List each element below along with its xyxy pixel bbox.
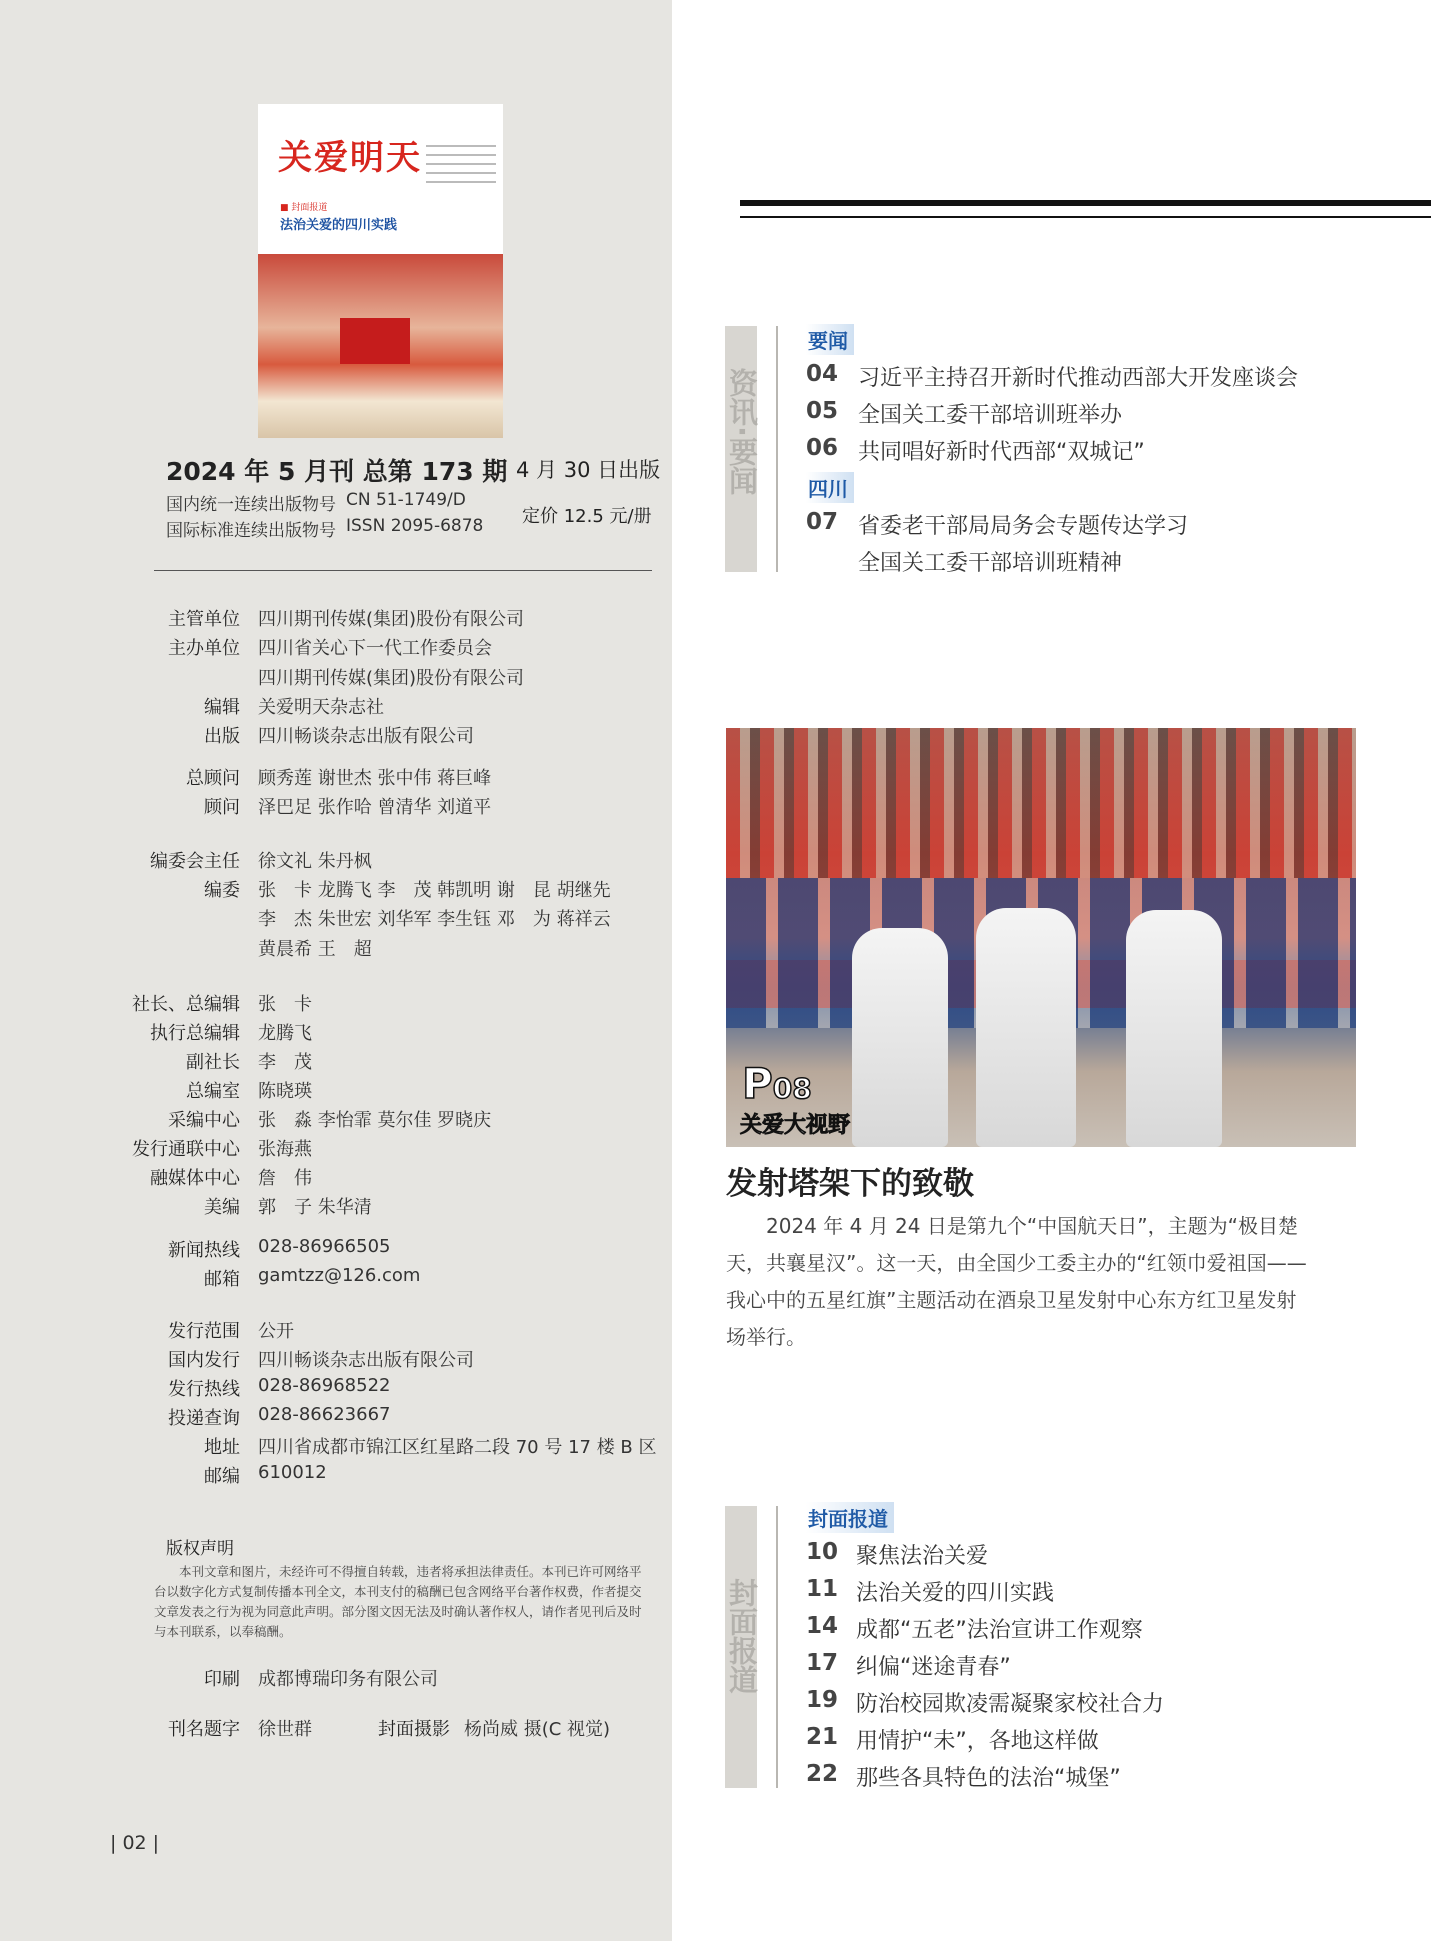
- page-tag: [742, 1059, 812, 1111]
- credit-value: 徐文礼 朱丹枫: [258, 851, 372, 872]
- credit-label: 总编室: [186, 1081, 240, 1102]
- credit-value: 徐世群: [258, 1719, 312, 1740]
- toc-group-title[interactable]: 封面报道: [806, 1502, 894, 1533]
- toc-item[interactable]: 习近平主持召开新时代推动西部大开发座谈会: [858, 366, 1299, 391]
- credit-value: 四川畅谈杂志出版有限公司: [258, 726, 474, 747]
- toc-item[interactable]: 法治关爱的四川实践: [856, 1581, 1055, 1606]
- toc-item[interactable]: 聚焦法治关爱: [856, 1544, 989, 1569]
- toc-item[interactable]: 省委老干部局局务会专题传达学习: [858, 514, 1189, 539]
- issue-number: 2024 年 5 月刊 总第 173 期: [166, 457, 508, 486]
- toc-group-title[interactable]: 四川: [806, 472, 854, 503]
- credit-value: 张 淼 李怡霏 莫尔佳 罗晓庆: [258, 1110, 492, 1131]
- credit-label: 刊名题字: [168, 1719, 240, 1740]
- credit-label: 美编: [204, 1197, 240, 1218]
- credit-label: 副社长: [186, 1052, 240, 1073]
- cover-tag: ■ 封面报道: [280, 203, 328, 213]
- credit-label: 出版: [204, 726, 240, 747]
- toc-group-title[interactable]: 要闻: [806, 324, 854, 355]
- crowd-image: [726, 728, 1356, 878]
- credit-value: 李 杰 朱世宏 刘华军 李生钰 邓 为 蒋祥云: [258, 909, 611, 930]
- toc-page-number: 06: [806, 435, 839, 461]
- credit-value: 张 卡 龙腾飞 李 茂 韩凯明 谢 昆 胡继先: [258, 880, 611, 901]
- toc-page-number: 22: [806, 1761, 839, 1787]
- credit-value: 成都博瑞印务有限公司: [258, 1669, 438, 1690]
- header-rule-thin: [740, 216, 1431, 218]
- credit-value: 詹 伟: [258, 1168, 312, 1189]
- toc-item[interactable]: 用情护“未”，各地这样做: [856, 1729, 1099, 1754]
- credit-value: 顾秀莲 谢世杰 张中伟 蒋巨峰: [258, 768, 492, 789]
- credit-label: 编辑: [204, 697, 240, 718]
- credit-label: 社长、总编辑: [132, 994, 240, 1015]
- credit-value: 李 茂: [258, 1052, 312, 1073]
- issn-value: ISSN 2095-6878: [346, 516, 484, 536]
- header-rule-thick: [740, 200, 1431, 206]
- credit-label: 发行范围: [168, 1321, 240, 1342]
- credit-label: 顾问: [204, 797, 240, 818]
- toc-item[interactable]: 纠偏“迷途青春”: [856, 1655, 1011, 1680]
- credit-label: 国内发行: [168, 1350, 240, 1371]
- toc-page-number: 10: [806, 1539, 839, 1565]
- toc-page-number: 14: [806, 1613, 839, 1639]
- toc-page-number: 21: [806, 1724, 839, 1750]
- feature-column-caption: 关爱大视野: [740, 1113, 851, 1138]
- credit-label: 印刷: [204, 1669, 240, 1690]
- credit-label: 投递查询: [168, 1408, 240, 1429]
- credit-value: 陈晓瑛: [258, 1081, 312, 1102]
- toc-item[interactable]: 共同唱好新时代西部“双城记”: [858, 440, 1145, 465]
- credit-label: 编委会主任: [150, 851, 240, 872]
- credit-label: 融媒体中心: [150, 1168, 240, 1189]
- toc-item[interactable]: 防治校园欺凌需凝聚家校社合力: [856, 1692, 1165, 1717]
- credit-label: 采编中心: [168, 1110, 240, 1131]
- toc-section-side-label: [725, 368, 757, 502]
- credit-label: 地址: [204, 1437, 240, 1458]
- divider: [154, 570, 652, 571]
- credit-value: 028-86623667: [258, 1404, 391, 1425]
- credit-label: 发行通联中心: [132, 1139, 240, 1160]
- toc-vertical-rule: [776, 326, 778, 572]
- publish-date: 4 月 30 日出版: [516, 458, 661, 482]
- credit-value: 龙腾飞: [258, 1023, 312, 1044]
- credit-value: 泽巴足 张作哈 曾清华 刘道平: [258, 797, 492, 818]
- cn-value: CN 51-1749/D: [346, 490, 466, 510]
- credit-label: 主管单位: [168, 609, 240, 630]
- credit-value: 四川期刊传媒(集团)股份有限公司: [258, 609, 525, 630]
- toc-item[interactable]: 成都“五老”法治宣讲工作观察: [856, 1618, 1143, 1643]
- feature-photo[interactable]: [726, 728, 1356, 1147]
- copyright-title: 版权声明: [166, 1539, 234, 1559]
- cover-masthead: 关爱明天: [278, 138, 422, 178]
- toc-page-number: 04: [806, 361, 839, 387]
- page-tag-letter: P: [742, 1059, 773, 1108]
- cover-contents-lines: [426, 138, 496, 208]
- masthead-panel: [0, 0, 672, 1941]
- side-label-text: 封面报道: [725, 1578, 759, 1694]
- toc-section-side-label: [725, 1578, 757, 1701]
- astronaut-image: [1126, 910, 1222, 1147]
- toc-page-number: 17: [806, 1650, 839, 1676]
- toc-page-number: 19: [806, 1687, 839, 1713]
- page-tag-number: 08: [772, 1072, 812, 1105]
- toc-page-number: 07: [806, 509, 839, 535]
- credit-value: 张海燕: [258, 1139, 312, 1160]
- page-number: | 02 |: [110, 1832, 160, 1854]
- price: 定价 12.5 元/册: [522, 506, 652, 527]
- cover-headline: 法治关爱的四川实践: [280, 218, 398, 233]
- toc-item[interactable]: 全国关工委干部培训班精神: [858, 551, 1123, 576]
- cover-photo-credit: 杨尚威 摄(C 视觉): [464, 1719, 611, 1740]
- email-value[interactable]: gamtzz@126.com: [258, 1265, 421, 1286]
- feature-title[interactable]: 发射塔架下的致敬: [726, 1166, 974, 1202]
- credit-label: 编委: [204, 880, 240, 901]
- credit-value: 郭 子 朱华清: [258, 1197, 372, 1218]
- toc-page-number: 05: [806, 398, 839, 424]
- credit-value: 张 卡: [258, 994, 312, 1015]
- cn-label: 国内统一连续出版物号: [166, 495, 336, 515]
- credit-value: 028-86968522: [258, 1375, 391, 1396]
- cover-photo-label: 封面摄影: [378, 1719, 450, 1740]
- credit-value: 公开: [258, 1321, 294, 1342]
- credit-value: 四川期刊传媒(集团)股份有限公司: [258, 668, 525, 689]
- copyright-text: 本刊文章和图片，未经许可不得擅自转载，违者将承担法律责任。本刊已许可网络平台以数字化方式复制传播本刊全文，本刊支付的稿酬已包含网络平台著作权费，作者提交文章发表之行为视为同意此声明。部分图文因无法及时确认著作权人，请作者见刊后及时与本刊联系，以奉稿酬。: [154, 1564, 642, 1639]
- credit-label: 邮编: [204, 1466, 240, 1487]
- credit-value: 四川省关心下一代工作委员会: [258, 638, 492, 659]
- credit-value: 关爱明天杂志社: [258, 697, 384, 718]
- toc-vertical-rule: [776, 1506, 778, 1788]
- astronaut-image: [852, 928, 948, 1147]
- credit-value: 四川畅谈杂志出版有限公司: [258, 1350, 474, 1371]
- credit-label: 新闻热线: [168, 1240, 240, 1261]
- cover-book-image: [340, 318, 410, 364]
- address-value: 四川省成都市锦江区红星路二段 70 号 17 楼 B 区: [258, 1437, 657, 1458]
- hotline-value: 028-86966505: [258, 1236, 391, 1257]
- credit-label: 执行总编辑: [150, 1023, 240, 1044]
- toc-page-number: 11: [806, 1576, 839, 1602]
- issn-label: 国际标准连续出版物号: [166, 521, 336, 541]
- credit-value: 黄晨希 王 超: [258, 939, 372, 960]
- astronaut-image: [976, 908, 1076, 1147]
- credit-value: 610012: [258, 1462, 327, 1483]
- credit-label: 主办单位: [168, 638, 240, 659]
- credit-label: 总顾问: [186, 768, 240, 789]
- toc-item[interactable]: 那些各具特色的法治“城堡”: [856, 1766, 1121, 1791]
- toc-item[interactable]: 全国关工委干部培训班举办: [858, 403, 1123, 428]
- credit-label: 邮箱: [204, 1269, 240, 1290]
- feature-body: 2024 年 4 月 24 日是第九个“中国航天日”，主题为“极目楚天，共襄星汉”。这一天，由全国少工委主办的“红领巾爱祖国——我心中的五星红旗”主题活动在酒泉卫星发射中心东方红卫星发射场举行。: [726, 1214, 1307, 1349]
- credit-label: 发行热线: [168, 1379, 240, 1400]
- side-label-text: 资讯·要闻: [725, 368, 759, 496]
- cover-thumbnail[interactable]: [258, 104, 503, 438]
